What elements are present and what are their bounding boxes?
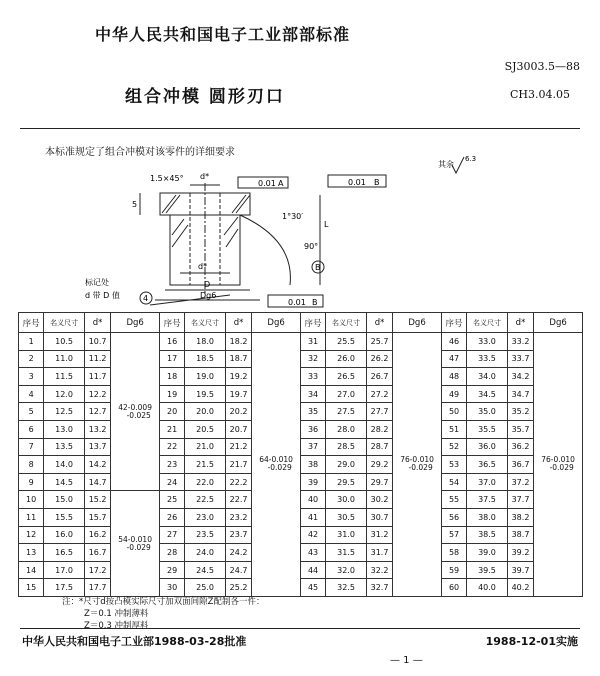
roughness-label: 其余 [438,160,454,169]
intro-text: 本标准规定了组合冲模对该零件的详细要求 [45,147,235,158]
table-cell: 31.2 [366,526,392,544]
table-cell: 23.0 [185,508,226,526]
table-cell: 13.5 [44,438,85,456]
roughness-value: 6.3 [465,155,477,163]
footer-divider [20,628,580,629]
table-cell: 37.2 [507,473,533,491]
table-cell: 47 [441,350,466,368]
table-cell: 50 [441,403,466,421]
table-cell: 2 [19,350,44,368]
table-cell: 16 [159,333,184,351]
table-row [19,350,583,368]
table-cell: 28.5 [326,438,367,456]
dim-5: 5 [132,200,138,209]
table-cell: 16.0 [44,526,85,544]
table-cell: 39 [300,473,325,491]
table-cell: 42 [300,526,325,544]
column-header: 序号 [19,313,44,333]
table-cell: 36.5 [467,456,508,474]
table-cell: 27.7 [366,403,392,421]
table-cell: 33.0 [467,333,508,351]
table-cell: 20.5 [185,420,226,438]
dg6-tolerance-cell: 64-0.010 -0.029 [252,333,301,597]
table-cell: 38.5 [467,526,508,544]
table-cell: 14.5 [44,473,85,491]
dimension-table [18,312,583,597]
technical-drawing [80,155,500,315]
table-cell: 22 [159,438,184,456]
table-cell: 58 [441,544,466,562]
table-cell: 49 [441,385,466,403]
note-line: Z＝0.1 冲制薄料 [84,609,149,619]
table-cell: 55 [441,491,466,509]
column-header: d* [84,313,110,333]
table-cell: 35.7 [507,420,533,438]
table-cell: 27 [159,526,184,544]
table-cell: 29.5 [326,473,367,491]
table-cell: 21 [159,420,184,438]
table-cell: 18.2 [225,333,251,351]
table-body [19,333,583,597]
table-cell: 40.0 [467,579,508,597]
table-cell: 15 [19,579,44,597]
table-cell: 20.0 [185,403,226,421]
angle-2: 90° [304,242,319,251]
table-cell: 30 [159,579,184,597]
tol-value-2: 0.01 [348,178,366,187]
table-cell: 13.0 [44,420,85,438]
table-cell: 37 [300,438,325,456]
table-row [19,456,583,474]
table-cell: 23 [159,456,184,474]
table-cell: 11.5 [44,368,85,386]
tol-value-3: 0.01 [288,298,306,307]
table-row [19,544,583,562]
table-row [19,491,583,509]
table-cell: 15.7 [84,508,110,526]
dim-dg6: Dg6 [200,291,217,300]
table-cell: 29.2 [366,456,392,474]
table-cell: 35.5 [467,420,508,438]
table-cell: 33.5 [467,350,508,368]
table-cell: 16.7 [84,544,110,562]
d-star-bottom-label: d* [198,262,208,271]
table-cell: 24.2 [225,544,251,562]
table-cell: 54 [441,473,466,491]
table-cell: 28.0 [326,420,367,438]
table-cell: 32 [300,350,325,368]
table-cell: 21.2 [225,438,251,456]
table-cell: 14.0 [44,456,85,474]
table-cell: 40.2 [507,579,533,597]
column-header: d* [507,313,533,333]
table-cell: 26 [159,508,184,526]
table-cell: 11.0 [44,350,85,368]
table-cell: 18.5 [185,350,226,368]
table-cell: 18.7 [225,350,251,368]
standard-number: SJ3003.5—88 [504,60,580,73]
approval-statement: 中华人民共和国电子工业部1988-03-28批准 [22,635,247,648]
table-cell: 37.7 [507,491,533,509]
table-cell: 59 [441,561,466,579]
table-row [19,508,583,526]
table-cell: 6 [19,420,44,438]
table-cell: 12.2 [84,385,110,403]
table-cell: 26.5 [326,368,367,386]
table-cell: 53 [441,456,466,474]
table-cell: 10.5 [44,333,85,351]
table-cell: 12.5 [44,403,85,421]
table-cell: 36.2 [507,438,533,456]
column-header: 名义尺寸 [44,313,85,333]
table-cell: 19.0 [185,368,226,386]
table-cell: 25 [159,491,184,509]
table-row [19,579,583,597]
table-cell: 13.2 [84,420,110,438]
dg6-tolerance-cell: 54-0.010 -0.029 [111,491,160,597]
header-divider [20,128,580,129]
table-cell: 23.5 [185,526,226,544]
table-cell: 12 [19,526,44,544]
table-cell: 21.5 [185,456,226,474]
table-cell: 17 [159,350,184,368]
tol-value-1: 0.01 [258,179,276,188]
table-cell: 19 [159,385,184,403]
table-cell: 31.5 [326,544,367,562]
table-cell: 30.5 [326,508,367,526]
table-cell: 18 [159,368,184,386]
table-cell: 14.7 [84,473,110,491]
table-cell: 39.2 [507,544,533,562]
table-row [19,333,583,351]
effective-date: 1988-12-01实施 [485,635,578,648]
column-header: 序号 [300,313,325,333]
page-number: — 1 — [390,655,423,666]
datum-b-ref: B [315,263,321,272]
dim-l: L [324,220,329,229]
table-cell: 21.0 [185,438,226,456]
table-cell: 34.2 [507,368,533,386]
table-cell: 25.5 [326,333,367,351]
table-cell: 57 [441,526,466,544]
notes [62,596,264,632]
table-cell: 51 [441,420,466,438]
column-header: Dg6 [534,313,583,333]
table-header-row [19,313,583,333]
table-cell: 17.7 [84,579,110,597]
table-cell: 27.0 [326,385,367,403]
table-cell: 11.7 [84,368,110,386]
d-star-label: d* [200,172,210,181]
column-header: d* [225,313,251,333]
table-cell: 33 [300,368,325,386]
table-cell: 46 [441,333,466,351]
table-row [19,368,583,386]
table-cell: 31.0 [326,526,367,544]
table-cell: 34 [300,385,325,403]
datum-b-label-2: B [312,298,318,307]
datum-a-label: A [278,179,284,188]
table-cell: 10.7 [84,333,110,351]
chamfer-label: 1.5×45° [150,174,184,183]
table-cell: 36.7 [507,456,533,474]
column-header: Dg6 [393,313,442,333]
table-cell: 52 [441,438,466,456]
table-cell: 9 [19,473,44,491]
column-header: 序号 [159,313,184,333]
table-cell: 25.7 [366,333,392,351]
table-row [19,438,583,456]
table-row [19,526,583,544]
table-cell: 22.7 [225,491,251,509]
classification-code: CH3.04.05 [510,88,570,101]
table-cell: 27.2 [366,385,392,403]
table-cell: 30.7 [366,508,392,526]
table-cell: 20 [159,403,184,421]
table-cell: 14.2 [84,456,110,474]
table-cell: 22.0 [185,473,226,491]
table-cell: 13 [19,544,44,562]
table-cell: 26.2 [366,350,392,368]
table-cell: 21.7 [225,456,251,474]
mark-location: 标记处 [85,278,109,287]
table-cell: 40 [300,491,325,509]
table-row [19,385,583,403]
table-cell: 12.0 [44,385,85,403]
table-cell: 39.7 [507,561,533,579]
table-cell: 38.0 [467,508,508,526]
column-header: Dg6 [111,313,160,333]
table-cell: 27.5 [326,403,367,421]
dg6-tolerance-cell: 76-0.010 -0.029 [393,333,442,597]
table-cell: 10 [19,491,44,509]
table-cell: 45 [300,579,325,597]
table-cell: 20.2 [225,403,251,421]
table-cell: 15.5 [44,508,85,526]
table-cell: 29.7 [366,473,392,491]
table-cell: 19.7 [225,385,251,403]
column-header: 序号 [441,313,466,333]
table-cell: 60 [441,579,466,597]
table-row [19,473,583,491]
table-cell: 13.7 [84,438,110,456]
table-cell: 24.5 [185,561,226,579]
table-cell: 5 [19,403,44,421]
dim-d: D [204,280,211,289]
note-line: 注：*尺寸d按凸模实际尺寸加双面间隙Z配制各一件： [62,597,265,607]
mark-content: d 带 D 值 [85,291,120,300]
table-cell: 23.7 [225,526,251,544]
table-cell: 32.0 [326,561,367,579]
table-cell: 17.2 [84,561,110,579]
table-cell: 1 [19,333,44,351]
table-cell: 17.0 [44,561,85,579]
table-cell: 41 [300,508,325,526]
table-cell: 11.2 [84,350,110,368]
table-cell: 24 [159,473,184,491]
table-cell: 34.7 [507,385,533,403]
table-row [19,403,583,421]
table-cell: 31.7 [366,544,392,562]
table-cell: 8 [19,456,44,474]
column-header: 名义尺寸 [467,313,508,333]
table-cell: 38 [300,456,325,474]
table-cell: 37.5 [467,491,508,509]
table-cell: 32.5 [326,579,367,597]
table-cell: 16.2 [84,526,110,544]
table-cell: 38.2 [507,508,533,526]
table-cell: 28 [159,544,184,562]
angle-1: 1°30′ [282,212,304,221]
table-cell: 36.0 [467,438,508,456]
column-header: Dg6 [252,313,301,333]
table-cell: 29.0 [326,456,367,474]
table-cell: 30.2 [366,491,392,509]
table-cell: 19.5 [185,385,226,403]
table-cell: 14 [19,561,44,579]
table-cell: 34.5 [467,385,508,403]
table-cell: 26.7 [366,368,392,386]
table-cell: 32.7 [366,579,392,597]
table-cell: 22.2 [225,473,251,491]
dg6-tolerance-cell: 76-0.010 -0.029 [534,333,583,597]
note-line: Z＝0.3 冲制厚料 [84,621,149,631]
table-cell: 38.7 [507,526,533,544]
table-cell: 30.0 [326,491,367,509]
table-cell: 15.0 [44,491,85,509]
column-header: 名义尺寸 [185,313,226,333]
table-cell: 3 [19,368,44,386]
ref-4: 4 [143,294,149,303]
table-cell: 35.0 [467,403,508,421]
issuing-authority: 中华人民共和国电子工业部部标准 [95,25,351,44]
table-cell: 15.2 [84,491,110,509]
table-cell: 35 [300,403,325,421]
table-cell: 12.7 [84,403,110,421]
table-cell: 36 [300,420,325,438]
table-cell: 35.2 [507,403,533,421]
table-cell: 16.5 [44,544,85,562]
table-row [19,420,583,438]
table-cell: 39.5 [467,561,508,579]
column-header: d* [366,313,392,333]
document-title: 组合冲模 圆形刃口 [125,87,285,107]
table-cell: 7 [19,438,44,456]
table-cell: 20.7 [225,420,251,438]
table-cell: 33.2 [507,333,533,351]
table-cell: 23.2 [225,508,251,526]
datum-b-label: B [374,178,380,187]
table-cell: 22.5 [185,491,226,509]
table-cell: 56 [441,508,466,526]
table-cell: 28.2 [366,420,392,438]
table-cell: 24.0 [185,544,226,562]
table-cell: 37.0 [467,473,508,491]
table-cell: 25.2 [225,579,251,597]
table-cell: 28.7 [366,438,392,456]
table-cell: 39.0 [467,544,508,562]
table-cell: 31 [300,333,325,351]
table-cell: 43 [300,544,325,562]
table-cell: 34.0 [467,368,508,386]
table-cell: 19.2 [225,368,251,386]
table-cell: 24.7 [225,561,251,579]
table-cell: 33.7 [507,350,533,368]
table-cell: 48 [441,368,466,386]
table-row [19,561,583,579]
table-cell: 4 [19,385,44,403]
table-cell: 29 [159,561,184,579]
table-cell: 44 [300,561,325,579]
table-cell: 32.2 [366,561,392,579]
table-cell: 25.0 [185,579,226,597]
dg6-tolerance-cell: 42-0.009 -0.025 [111,333,160,491]
table-cell: 11 [19,508,44,526]
table-cell: 18.0 [185,333,226,351]
table-cell: 26.0 [326,350,367,368]
table-cell: 17.5 [44,579,85,597]
column-header: 名义尺寸 [326,313,367,333]
